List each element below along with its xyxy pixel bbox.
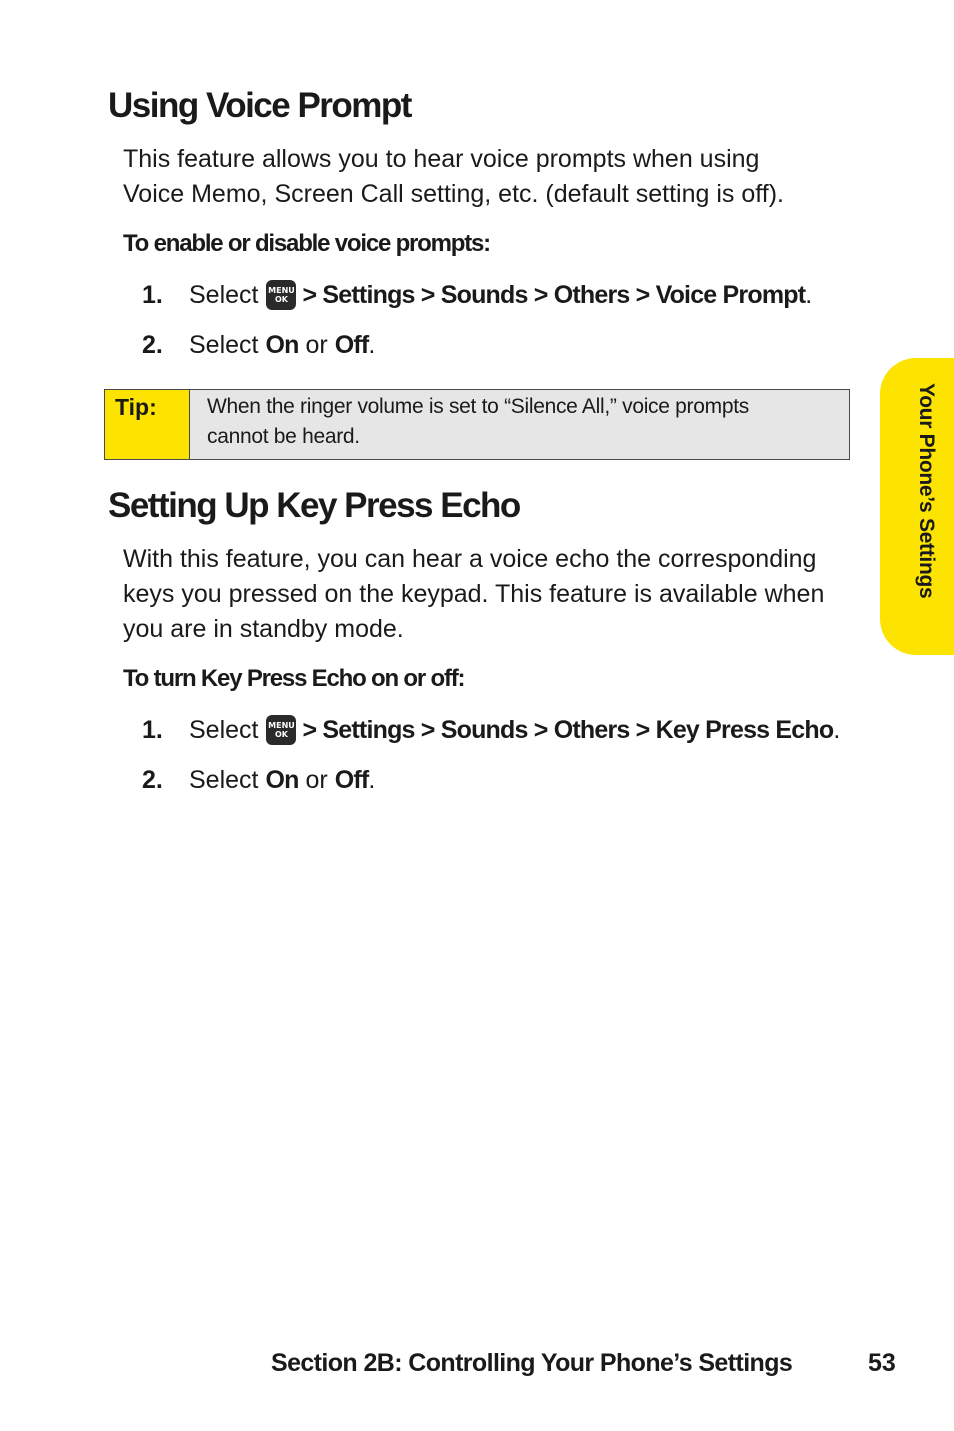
step-or-text: or: [305, 766, 328, 794]
menu-path: > Settings > Sounds > Others > Voice Prompt: [302, 280, 806, 309]
step-number: 2.: [142, 766, 163, 794]
paragraph-line: Voice Memo, Screen Call setting, etc. (default setting is off).: [123, 180, 784, 208]
step-number: 1.: [142, 715, 163, 744]
footer-page-number: 53: [868, 1349, 896, 1377]
section-title-voice-prompt: Using Voice Prompt: [108, 86, 411, 125]
step-select-text: Select: [189, 331, 259, 359]
tip-label: Tip:: [105, 390, 190, 459]
paragraph-line: keys you pressed on the keypad. This feature is available when: [123, 580, 825, 608]
paragraph-line: This feature allows you to hear voice prompts when using: [123, 145, 760, 173]
voice-prompt-description: [123, 142, 784, 212]
paragraph-line: you are in standby mode.: [123, 615, 404, 643]
voice-prompt-subheading: To enable or disable voice prompts:: [123, 230, 490, 257]
menu-path: > Settings > Sounds > Others > Key Press Echo: [302, 715, 834, 744]
tip-box: [104, 389, 850, 460]
voice-prompt-step-1: 1. Select MENU OK > Settings > Sounds > Others > Voice Prompt .: [142, 280, 813, 309]
option-on: On: [265, 331, 299, 359]
option-off: Off: [334, 766, 369, 794]
step-number: 2.: [142, 331, 163, 359]
section-title-key-press-echo: Setting Up Key Press Echo: [108, 486, 520, 525]
key-press-echo-step-1: 1. Select MENU OK > Settings > Sounds > Others > Key Press Echo .: [142, 715, 841, 744]
step-or-text: or: [305, 331, 328, 359]
key-press-echo-subheading: To turn Key Press Echo on or off:: [123, 665, 465, 692]
step-select-text: Select: [189, 766, 259, 794]
step-select-text: Select: [189, 280, 259, 309]
option-on: On: [265, 766, 299, 794]
menu-ok-key-icon: MENU OK: [266, 280, 296, 310]
menu-ok-key-icon: MENU OK: [266, 715, 296, 745]
tip-text: When the ringer volume is set to “Silence All,” voice prompts cannot be heard.: [190, 390, 849, 459]
voice-prompt-step-2: 2. Select On or Off .: [142, 331, 376, 359]
step-select-text: Select: [189, 715, 259, 744]
key-press-echo-description: [123, 542, 824, 647]
side-section-tab-label: Your Phone’s Settings: [915, 383, 938, 599]
option-off: Off: [334, 331, 369, 359]
paragraph-line: With this feature, you can hear a voice echo the corresponding: [123, 545, 817, 573]
step-number: 1.: [142, 280, 163, 309]
footer-section-title: Section 2B: Controlling Your Phone’s Settings: [271, 1349, 793, 1377]
key-press-echo-step-2: 2. Select On or Off .: [142, 766, 376, 794]
